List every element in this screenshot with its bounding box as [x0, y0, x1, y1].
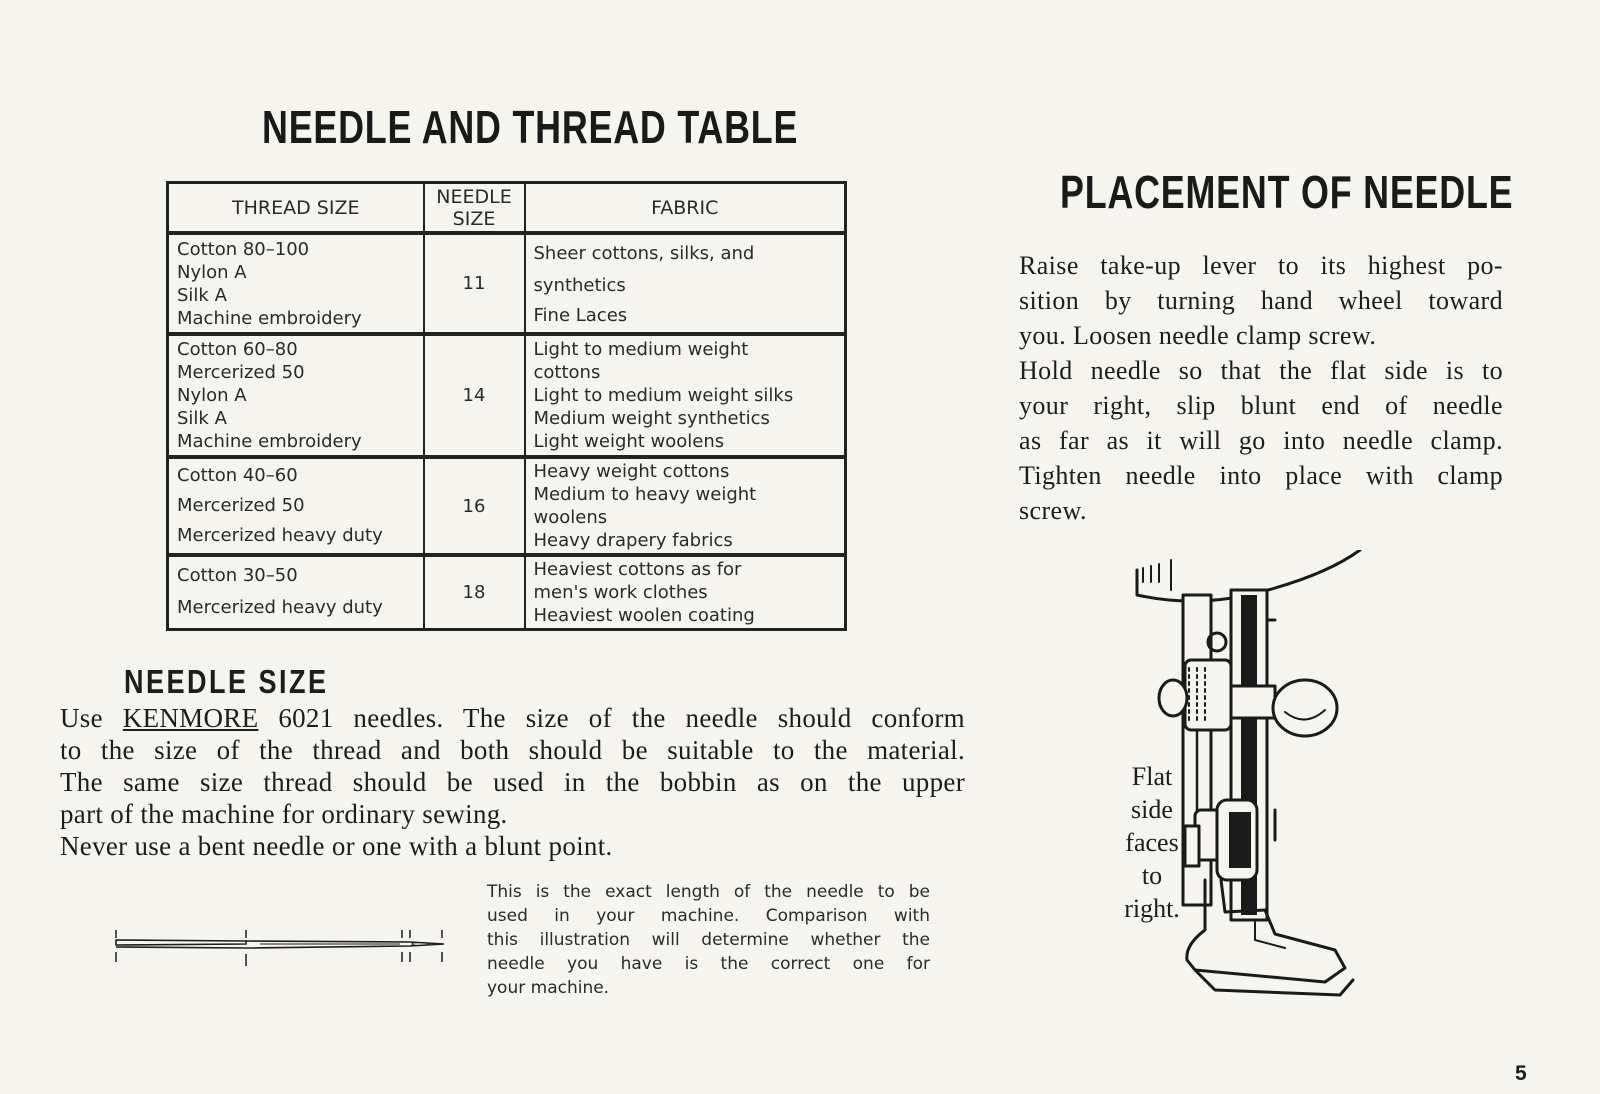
thread-cell: Cotton 40–60 Mercerized 50 Mercerized heavy duty: [168, 457, 424, 555]
table-row: [168, 233, 846, 334]
kenmore-brand: KENMORE: [122, 703, 259, 733]
needle-size-line: Use KENMORE 6021 needles. The size of the needle should conform: [60, 703, 965, 733]
needle-caption: This is the exact length of the needle to be used in your machine. Comparison with this illustration will determine whether the needle you have is the correct one for your machine.: [487, 882, 930, 998]
thread-size-header: THREAD SIZE: [168, 183, 424, 234]
table-title: NEEDLE AND THREAD TABLE: [262, 101, 799, 153]
table-row: [168, 457, 846, 555]
needle-size-cell: 18: [424, 555, 525, 629]
placement-title: PLACEMENT OF NEEDLE: [1060, 166, 1514, 218]
fabric-header: FABRIC: [525, 183, 846, 234]
page-number: 5: [1515, 1062, 1527, 1085]
fabric-cell: Sheer cottons, silks, and synthetics Fine Laces: [525, 233, 846, 334]
needle-size-line: part of the machine for ordinary sewing.: [60, 799, 508, 829]
table-row: [168, 555, 846, 629]
needle-thread-table: [166, 181, 847, 631]
table-header-row: [168, 183, 846, 234]
needle-size-paragraph: [60, 702, 965, 862]
fabric-cell: Heavy weight cottons Medium to heavy weight woolens Heavy drapery fabrics: [525, 457, 846, 555]
needle-clamp-illustration: [1125, 550, 1385, 1000]
needle-illustration: [110, 930, 450, 970]
thread-cell: Cotton 30–50 Mercerized heavy duty: [168, 555, 424, 629]
fabric-cell: Heaviest cottons as for men's work clothes Heaviest woolen coating: [525, 555, 846, 629]
table-row: [168, 334, 846, 457]
placement-instructions: Raise take-up lever to its highest po- sition by turning hand wheel toward you. Loosen needle clamp screw. Hold needle so that the flat side is to your right, slip blunt end of needle as far as it will go into needle clamp. Tighten needle into place with clamp screw.: [1019, 251, 1503, 525]
needle-size-heading: NEEDLE SIZE: [124, 663, 329, 700]
needle-size-line: The same size thread should be used in the bobbin as on the upper: [60, 767, 965, 797]
needle-size-cell: 14: [424, 334, 525, 457]
needle-size-cell: 16: [424, 457, 525, 555]
needle-size-header: NEEDLE SIZE: [424, 183, 525, 234]
needle-size-cell: 11: [424, 233, 525, 334]
fabric-cell: Light to medium weight cottons Light to medium weight silks Medium weight synthetics Light weight woolens: [525, 334, 846, 457]
flat-side-label: Flat side faces to right.: [1124, 762, 1180, 923]
needle-size-line: to the size of the thread and both should be suitable to the material.: [60, 735, 965, 765]
needle-size-line: Never use a bent needle or one with a blunt point.: [60, 831, 613, 861]
thread-cell: Cotton 80–100 Nylon A Silk A Machine embroidery: [168, 233, 424, 334]
thread-cell: Cotton 60–80 Mercerized 50 Nylon A Silk A Machine embroidery: [168, 334, 424, 457]
